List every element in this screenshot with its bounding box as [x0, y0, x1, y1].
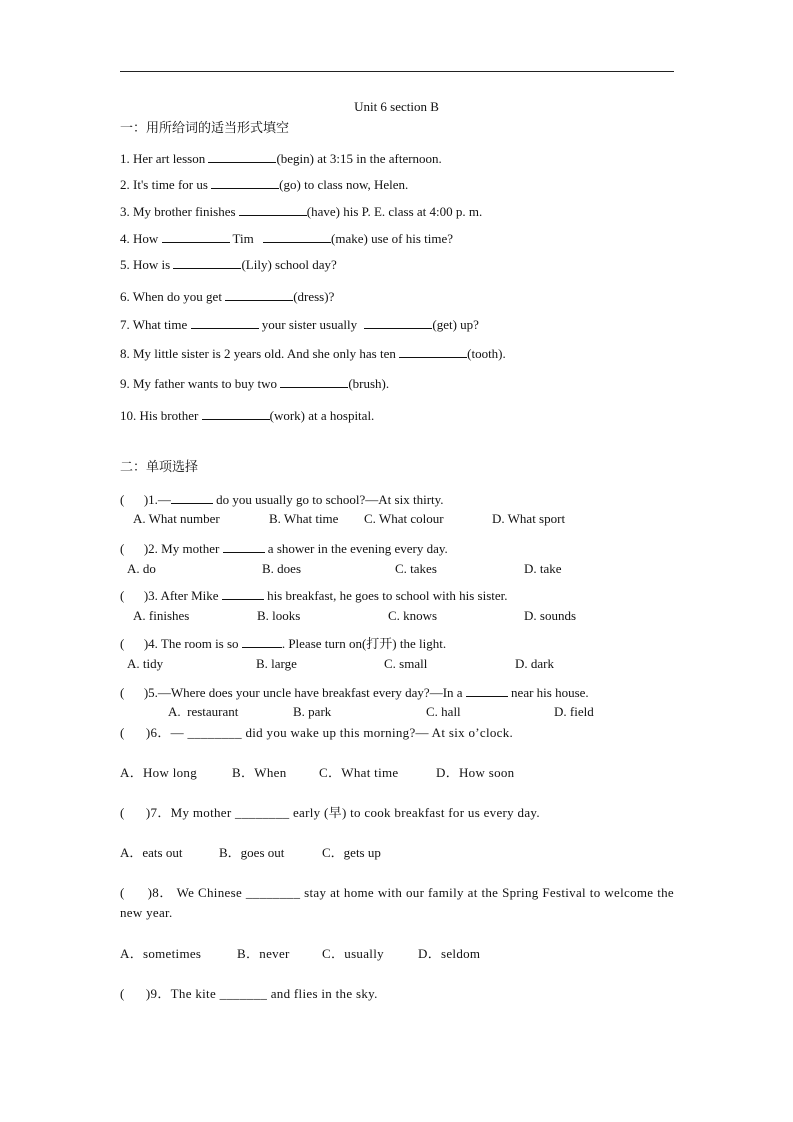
choice-question: ( )3. After Mike his breakfast, he goes to school with his sister. [120, 588, 508, 603]
answer-blank[interactable] [162, 230, 230, 243]
option-b[interactable]: B．When [232, 765, 287, 780]
option-b[interactable]: B. What time [269, 511, 339, 526]
option-d[interactable]: D．seldom [418, 946, 481, 961]
fill-item: 8. My little sister is 2 years old. And she only has ten (tooth). [120, 346, 506, 361]
option-d[interactable]: D. sounds [524, 608, 577, 623]
answer-blank[interactable] [399, 345, 467, 358]
option-d[interactable]: D. take [524, 561, 562, 576]
fill-item: 7. What time your sister usually (get) up? [120, 317, 479, 332]
choice-question: ( )9．The kite _______ and flies in the sky. [120, 986, 378, 1001]
option-a[interactable]: A．sometimes [120, 946, 202, 961]
choice-question: ( )8． We Chinese ________ stay at home with our family at the Spring Festival to welcome the new year. [120, 885, 678, 920]
answer-blank[interactable] [222, 587, 264, 600]
answer-blank[interactable] [466, 684, 508, 697]
option-a[interactable]: A. finishes [133, 608, 190, 623]
choice-question: ( )1.— do you usually go to school?—At six thirty. [120, 492, 444, 507]
fill-item: 5. How is (Lily) school day? [120, 257, 337, 272]
fill-item: 10. His brother (work) at a hospital. [120, 408, 375, 423]
choice-question: ( )2. My mother a shower in the evening every day. [120, 541, 448, 556]
option-b[interactable]: B. park [293, 704, 332, 719]
option-a[interactable]: A. tidy [127, 656, 164, 671]
answer-blank[interactable] [242, 635, 282, 648]
answer-blank[interactable] [263, 230, 331, 243]
answer-blank[interactable] [211, 176, 279, 189]
option-d[interactable]: D．How soon [436, 765, 515, 780]
option-d[interactable]: D. dark [515, 656, 554, 671]
answer-blank[interactable] [239, 203, 307, 216]
option-c[interactable]: C. takes [395, 561, 437, 576]
header-rule [120, 71, 674, 72]
fill-item: 2. It's time for us (go) to class now, Helen. [120, 177, 409, 192]
option-a[interactable]: A．eats out [120, 845, 183, 860]
answer-blank[interactable] [280, 375, 348, 388]
option-c[interactable]: C. knows [388, 608, 438, 623]
fill-item: 3. My brother finishes (have) his P. E. class at 4:00 p. m. [120, 204, 483, 219]
option-c[interactable]: C．gets up [322, 845, 381, 860]
option-a[interactable]: A．How long [120, 765, 198, 780]
section2-heading: 二：单项选择 [120, 459, 199, 474]
answer-blank[interactable] [191, 316, 259, 329]
answer-blank[interactable] [171, 491, 213, 504]
answer-blank[interactable] [223, 540, 265, 553]
fill-item: 6. When do you get (dress)? [120, 289, 335, 304]
option-a[interactable]: A. What number [133, 511, 220, 526]
answer-blank[interactable] [208, 150, 276, 163]
choice-question: ( )7．My mother ________ early (早) to cook breakfast for us every day. [120, 805, 540, 820]
fill-item: 9. My father wants to buy two (brush). [120, 376, 390, 391]
answer-blank[interactable] [202, 407, 270, 420]
choice-question: ( )6．— ________ did you wake up this morning?— At six o’clock. [120, 725, 514, 740]
answer-blank[interactable] [225, 288, 293, 301]
choice-question: ( )5.—Where does your uncle have breakfast every day?—In a near his house. [120, 685, 589, 700]
choice-question: ( )4. The room is so . Please turn on(打开) the light. [120, 636, 447, 651]
option-b[interactable]: B. looks [257, 608, 301, 623]
option-b[interactable]: B．goes out [219, 845, 285, 860]
option-d[interactable]: D. What sport [492, 511, 566, 526]
option-a[interactable]: A. do [127, 561, 156, 576]
option-c[interactable]: C. hall [426, 704, 461, 719]
option-c[interactable]: C. What colour [364, 511, 444, 526]
option-b[interactable]: B. large [256, 656, 297, 671]
option-a[interactable]: A. restaurant [168, 704, 239, 719]
option-d[interactable]: D. field [554, 704, 594, 719]
fill-item: 1. Her art lesson (begin) at 3:15 in the afternoon. [120, 151, 442, 166]
option-c[interactable]: C．What time [319, 765, 399, 780]
answer-blank[interactable] [173, 256, 241, 269]
option-b[interactable]: B．never [237, 946, 290, 961]
option-c[interactable]: C．usually [322, 946, 384, 961]
fill-item: 4. How Tim (make) use of his time? [120, 231, 454, 246]
page-title: Unit 6 section B [354, 99, 439, 114]
option-b[interactable]: B. does [262, 561, 301, 576]
answer-blank[interactable] [364, 316, 432, 329]
option-c[interactable]: C. small [384, 656, 428, 671]
section1-heading: 一：用所给词的适当形式填空 [120, 120, 290, 135]
